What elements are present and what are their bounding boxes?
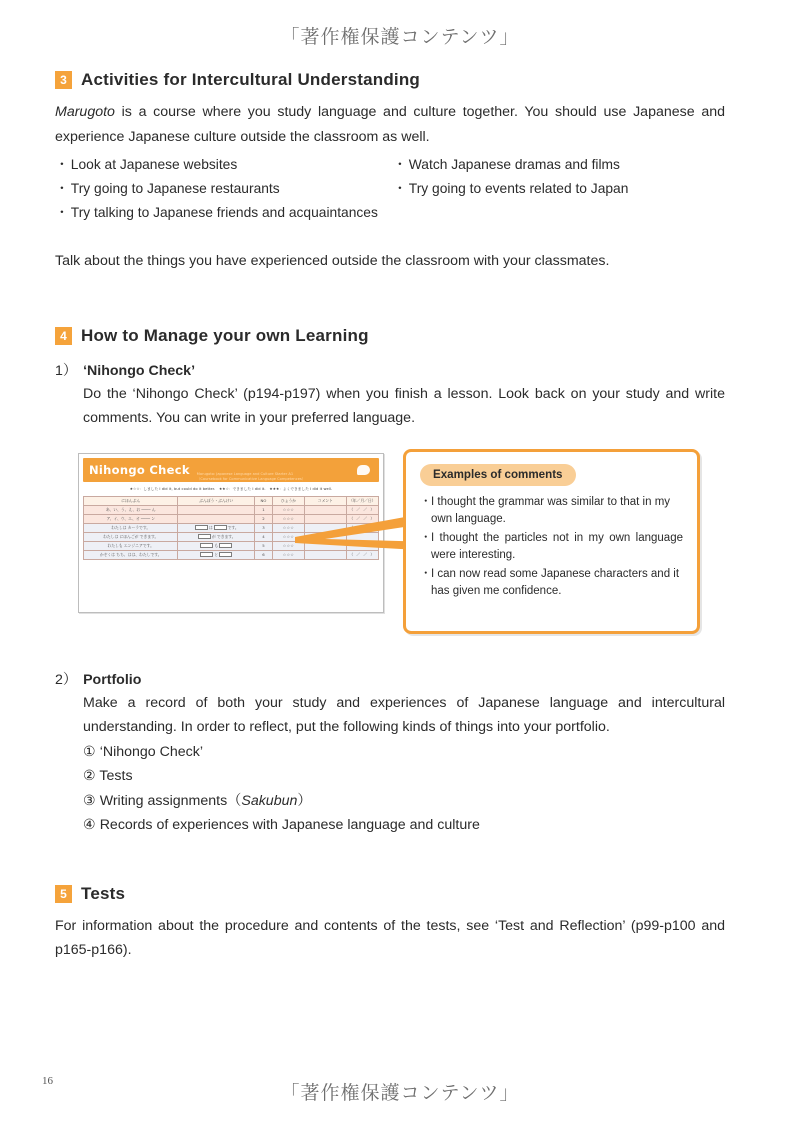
column-header: NO — [255, 496, 273, 505]
cell-grammar — [178, 514, 255, 523]
spacer — [55, 274, 725, 326]
cell-no: 4 — [255, 532, 273, 541]
bullet-dot-icon: ・ — [55, 181, 69, 196]
list-item-label: Look at Japanese websites — [70, 157, 238, 172]
item-marker: ④ — [83, 817, 96, 833]
column-header: コメント — [305, 496, 346, 505]
cell-no: 5 — [255, 541, 273, 550]
activities-column-left — [55, 153, 393, 225]
list-item — [420, 494, 683, 529]
list-item — [55, 201, 393, 225]
bullet-dot-icon: ・ — [420, 531, 432, 544]
cell-grammar: も — [178, 541, 255, 550]
item-marker: ② — [83, 768, 96, 784]
blank-box — [200, 552, 213, 557]
list-item — [420, 530, 683, 565]
cell-japanese: わたしは カーラです。 — [84, 523, 178, 532]
worksheet-subtitle-line1: Marugoto: Japanese Language and Culture Starter A1 — [196, 471, 294, 476]
list-item — [83, 789, 725, 814]
figure-nihongo-check — [55, 449, 725, 639]
column-header: （年／月／日） — [346, 496, 378, 505]
bullet-dot-icon: ・ — [420, 567, 432, 580]
section-title-4: How to Manage your own Learning — [81, 325, 369, 345]
cell-no: 3 — [255, 523, 273, 532]
section-heading-5 — [55, 884, 725, 904]
speech-bubble-icon — [357, 465, 370, 475]
list-item — [83, 740, 725, 765]
list-item-label: Try talking to Japanese friends and acquaintances — [70, 205, 378, 220]
subsection-title: ‘Nihongo Check’ — [83, 362, 196, 379]
list-item-label: Tests — [99, 768, 133, 784]
bullet-dot-icon: ・ — [55, 157, 69, 172]
cell-no: 2 — [255, 514, 273, 523]
section-number-badge-4: 4 — [55, 327, 72, 345]
list-item — [55, 153, 393, 177]
blank-box — [198, 534, 211, 539]
cell-japanese: かぞくは ちち、はは、わたしです。 — [84, 550, 178, 559]
marugoto-italic: Marugoto — [55, 104, 115, 120]
section-number-badge-3: 3 — [55, 71, 72, 89]
list-item — [420, 566, 683, 601]
portfolio-paragraph: Make a record of both your study and experiences of Japanese language and intercultural understanding. In order to reflect, put the following kinds of things into your portfolio. — [83, 694, 725, 735]
portfolio-items-list — [83, 740, 725, 838]
cell-date: （ ／ ／ ） — [346, 550, 378, 559]
sakubun-italic: Sakubun — [241, 792, 298, 809]
column-header: にほんぶん — [84, 496, 178, 505]
subsection-heading — [55, 360, 725, 380]
list-item-label: ‘Nihongo Check’ — [99, 743, 203, 760]
blank-box — [195, 525, 208, 530]
bullet-dot-icon: ・ — [55, 205, 69, 220]
cell-rating: ☆☆☆ — [272, 523, 304, 532]
subsection-title: Portfolio — [83, 671, 142, 688]
cell-grammar — [178, 505, 255, 514]
list-item-label: Watch Japanese dramas and films — [408, 157, 620, 172]
spacer — [55, 838, 725, 884]
list-item-tail: ） — [297, 792, 312, 809]
subsection-body — [83, 691, 725, 838]
list-item-label: Try going to events related to Japan — [408, 181, 629, 196]
cell-japanese: わたしも エンジニアです。 — [84, 541, 178, 550]
section5-paragraph: For information about the procedure and contents of the tests, see ‘Test and Reflection’ (p99-p100 and p165-p166). — [55, 917, 725, 958]
cell-date: （ ／ ／ ） — [346, 505, 378, 514]
section-title-5: Tests — [81, 883, 126, 903]
section-number-badge-5: 5 — [55, 885, 72, 903]
cell-rating: ☆☆☆ — [272, 532, 304, 541]
list-item — [55, 177, 393, 201]
column-header: ぶんぽう・ぶんけい — [178, 496, 255, 505]
worksheet-subtitle — [197, 472, 357, 482]
cell-rating: ☆☆☆ — [272, 550, 304, 559]
subsection-heading — [55, 669, 725, 689]
worksheet-brand-title: Nihongo Check — [89, 462, 190, 477]
subsection-marker: 1） — [55, 362, 78, 379]
blank-box — [219, 543, 232, 548]
subsection-portfolio — [55, 669, 725, 838]
cell-date: （ ／ ／ ） — [346, 514, 378, 523]
cell-japanese: あ、い、う、え、お ──── ん — [84, 505, 178, 514]
spacer — [55, 639, 725, 655]
blank-box — [214, 525, 227, 530]
list-item-label: Try going to Japanese restaurants — [70, 181, 280, 196]
item-marker: ③ — [83, 792, 96, 809]
cell-rating: ☆☆☆ — [272, 514, 304, 523]
subsection-body — [83, 382, 725, 431]
section3-closing-paragraph: Talk about the things you have experienced outside the classroom with your classmates. — [55, 253, 610, 269]
callout-title-pill: Examples of comments — [420, 464, 576, 486]
cell-rating: ☆☆☆ — [272, 541, 304, 550]
bullet-dot-icon: ・ — [393, 157, 407, 172]
cell-no: 6 — [255, 550, 273, 559]
worksheet-header-bar — [83, 458, 379, 482]
cell-rating: ☆☆☆ — [272, 505, 304, 514]
callout-comment-list — [420, 494, 683, 601]
list-item — [83, 764, 725, 789]
examples-of-comments-callout — [403, 449, 700, 634]
list-item-label: I can now read some Japanese characters and it has given me confidence. — [431, 567, 680, 597]
cell-japanese: ア、イ、ウ、エ、オ ──── ン — [84, 514, 178, 523]
section3-intro-paragraph — [55, 100, 725, 149]
section-title-3: Activities for Intercultural Understanding — [81, 70, 421, 89]
copyright-watermark-bottom: 「著作権保護コンテンツ」 — [280, 1082, 520, 1104]
list-item — [393, 153, 725, 177]
intercultural-activities-list — [55, 153, 725, 225]
column-header: ひょうか — [272, 496, 304, 505]
copyright-watermark-top: 「著作権保護コンテンツ」 — [280, 26, 520, 48]
cell-grammar: と — [178, 550, 255, 559]
cell-japanese: わたしは にほんごが できます。 — [84, 532, 178, 541]
list-item — [83, 813, 725, 838]
list-item-label: I thought the grammar was similar to that in my own language. — [431, 495, 671, 525]
list-item-label: I thought the particles not in my own language were interesting. — [431, 531, 683, 561]
bullet-dot-icon: ・ — [393, 181, 407, 196]
page-content — [55, 70, 725, 963]
section3-intro-rest: is a course where you study language and culture together. You should use Japanese and experience Japanese culture outside the classroom as well. — [55, 104, 725, 145]
cell-grammar: は です。 — [178, 523, 255, 532]
item-marker: ① — [83, 743, 96, 760]
list-item-label: Records of experiences with Japanese language and culture — [99, 817, 480, 833]
blank-box — [200, 543, 213, 548]
worksheet-subtitle-line2: （Coursebook for Communicative Language Competences） — [196, 476, 306, 481]
subsection-marker: 2） — [55, 671, 78, 688]
nihongo-check-paragraph: Do the ‘Nihongo Check’ (p194-p197) when you finish a lesson. Look back on your study and write comments. You can write in your preferred language. — [83, 385, 725, 426]
activities-column-right — [393, 153, 725, 225]
subsection-nihongo-check — [55, 360, 725, 431]
cell-grammar: が できます。 — [178, 532, 255, 541]
cell-no: 1 — [255, 505, 273, 514]
worksheet-rating-legend: ★☆☆：しました I did it, but could do it better. ★★☆：できました I did it. ★★★：よくできました I did it well. — [129, 486, 333, 491]
spacer — [55, 225, 725, 249]
list-item-label: Writing assignments（ — [99, 792, 242, 809]
blank-box — [219, 552, 232, 557]
bullet-dot-icon: ・ — [420, 495, 432, 508]
page-number: 16 — [42, 1075, 53, 1087]
list-item — [393, 177, 725, 201]
section-heading-3 — [55, 70, 725, 90]
section-heading-4 — [55, 326, 725, 346]
